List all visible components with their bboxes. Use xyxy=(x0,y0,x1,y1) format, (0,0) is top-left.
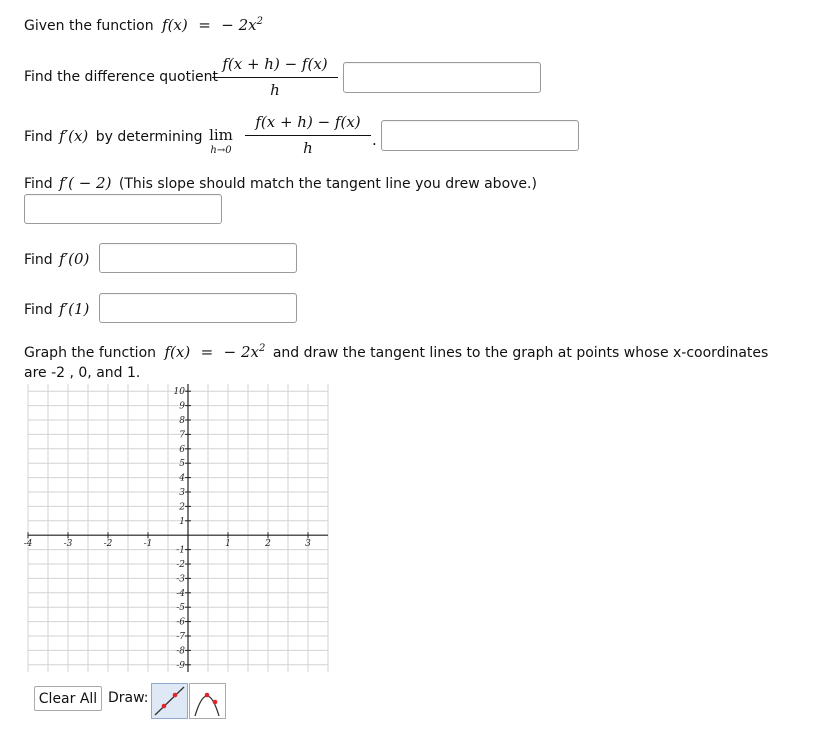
y-tick-label: 4 xyxy=(179,473,185,484)
limit-lim: lim xyxy=(209,126,233,144)
y-tick-label: 9 xyxy=(179,401,185,412)
y-tick-label: -1 xyxy=(176,545,185,556)
draw-label: Draw: xyxy=(108,690,149,706)
dq-denominator: h xyxy=(270,81,280,99)
graph-suffix: and draw the tangent lines to the graph at points whose x-coordinates xyxy=(272,345,769,361)
graph-equals: = xyxy=(200,343,214,361)
graph-instruction-line2: are -2 , 0, and 1. xyxy=(24,365,141,381)
derivative-label xyxy=(24,127,203,145)
given-prefix: Given the function xyxy=(24,18,154,34)
f1-find: Find xyxy=(24,302,53,318)
given-fx: f(x) xyxy=(162,16,188,34)
line-tool-button[interactable] xyxy=(151,683,188,719)
x-tick-label: 3 xyxy=(305,539,311,550)
difference-quotient-fraction xyxy=(212,55,338,99)
f0-input[interactable] xyxy=(99,243,297,273)
deriv-denominator: h xyxy=(303,139,313,157)
derivative-fraction xyxy=(245,113,371,157)
parabola-tool-button[interactable] xyxy=(189,683,226,719)
x-tick-label: 1 xyxy=(225,539,231,550)
derivative-find: Find xyxy=(24,129,53,145)
x-tick-label: -4 xyxy=(24,539,33,550)
f0-expr: f′(0) xyxy=(59,250,90,268)
y-tick-label: 7 xyxy=(179,430,185,441)
y-tick-label: 1 xyxy=(179,516,185,527)
slope-question xyxy=(24,174,537,192)
y-tick-label: -9 xyxy=(176,660,185,671)
y-tick-label: 6 xyxy=(179,444,185,455)
y-tick-label: 10 xyxy=(173,387,185,398)
slope-note: (This slope should match the tangent line you drew above.) xyxy=(118,176,537,192)
deriv-fraction-bar xyxy=(245,135,371,136)
y-tick-label: -3 xyxy=(176,574,185,585)
x-tick-label: -2 xyxy=(103,539,113,550)
slope-find: Find xyxy=(24,176,53,192)
parabola-tool-icon xyxy=(190,684,225,718)
f1-question xyxy=(24,300,89,318)
y-tick-label: 5 xyxy=(179,459,185,470)
y-tick-label: -2 xyxy=(176,560,185,570)
f0-find: Find xyxy=(24,252,53,268)
y-tick-label: -7 xyxy=(176,632,185,642)
difference-quotient-label: Find the difference quotient xyxy=(24,69,218,85)
y-tick-label: -8 xyxy=(176,646,185,657)
given-equals: = xyxy=(198,16,211,34)
dq-numerator: f(x + h) − f(x) xyxy=(222,55,328,73)
y-tick-label: -6 xyxy=(176,617,185,628)
y-tick-label: -4 xyxy=(176,588,185,599)
y-tick-label: 3 xyxy=(179,488,185,498)
x-tick-label: 2 xyxy=(265,539,271,550)
y-tick-label: 2 xyxy=(179,502,185,513)
given-function-line xyxy=(24,16,263,34)
x-tick-label: -3 xyxy=(63,539,73,550)
derivative-input[interactable] xyxy=(381,120,579,151)
deriv-numerator: f(x + h) − f(x) xyxy=(255,113,361,131)
derivative-period: . xyxy=(372,131,377,149)
derivative-by: by determining xyxy=(95,129,203,145)
graph-exponent: 2 xyxy=(259,343,266,354)
difference-quotient-input[interactable] xyxy=(343,62,541,93)
line-tool-icon xyxy=(152,684,187,718)
slope-input[interactable] xyxy=(24,194,222,224)
given-exponent: 2 xyxy=(256,16,263,27)
clear-all-button[interactable]: Clear All xyxy=(34,686,102,711)
given-rhs: − $2x^2$ xyxy=(221,16,263,34)
y-tick-label: -5 xyxy=(176,603,185,614)
slope-expr: f′( − 2) xyxy=(59,174,112,192)
limit-subscript: h→0 xyxy=(210,145,232,156)
graph-canvas[interactable] xyxy=(24,380,334,676)
dq-fraction-bar xyxy=(212,77,338,78)
graph-prefix: Graph the function xyxy=(24,345,157,361)
y-tick-label: 8 xyxy=(179,416,185,426)
graph-instruction-line1 xyxy=(24,343,768,361)
f0-question xyxy=(24,250,89,268)
derivative-fprime-x: f′(x) xyxy=(59,127,89,145)
f1-input[interactable] xyxy=(99,293,297,323)
graph-fx: f(x) xyxy=(164,343,191,361)
graph-rhs: − $2x^2$ xyxy=(223,343,266,361)
f1-expr: f′(1) xyxy=(59,300,90,318)
x-tick-label: -1 xyxy=(143,539,153,550)
limit-operator xyxy=(207,126,235,156)
